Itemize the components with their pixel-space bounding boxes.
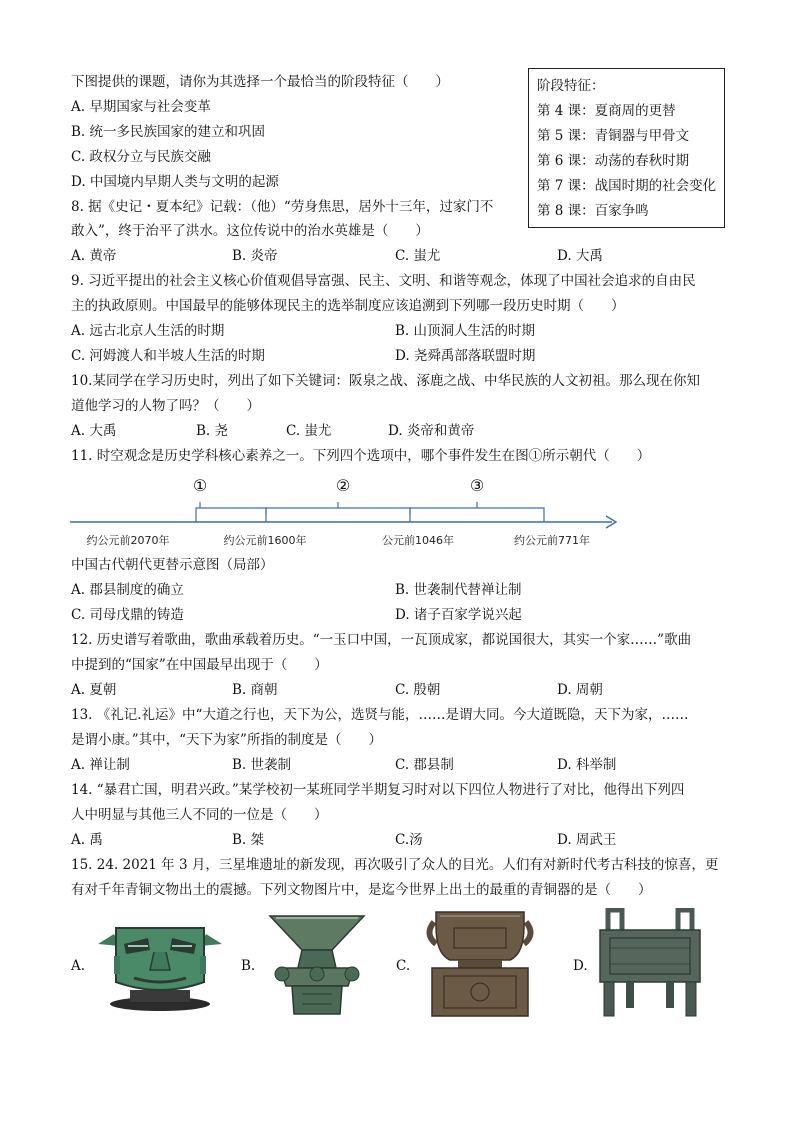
- bronze-gui-vessel-image: [420, 904, 540, 1020]
- q12-option-a: A. 夏朝: [71, 682, 117, 698]
- timeline-marker-3: ③: [469, 476, 485, 495]
- q11-stem: 11. 时空观念是历史学科核心素养之一。下列四个选项中，哪个事件发生在图①所示朝代（ ）: [71, 448, 651, 464]
- q13-stem-line1: 13. 《礼记.礼运》中“大道之行也，天下为公，选贤与能，……是谓大同。今大道既隐，天下为家，……: [71, 707, 689, 723]
- stage-box-item: 第 6 课：动荡的春秋时期: [537, 153, 690, 169]
- timeline-tick-label: 约公元前2070年: [86, 534, 170, 547]
- q15-option-b-label: B.: [241, 958, 256, 974]
- timeline-tick-label: 约公元前1600年: [223, 534, 307, 547]
- q11-option-a: A. 郡县制度的确立: [71, 582, 184, 598]
- q8-option-c: C. 蚩尤: [395, 248, 441, 264]
- q7-option-b: B. 统一多民族国家的建立和巩固: [71, 124, 266, 140]
- q7-option-a: A. 早期国家与社会变革: [71, 99, 211, 115]
- q13-stem-line2: 是谓小康。”其中，“天下为家”所指的制度是（ ）: [71, 732, 382, 748]
- q14-option-d: D. 周武王: [557, 832, 617, 848]
- q8-option-a: A. 黄帝: [71, 248, 117, 264]
- q9-option-c: C. 河姆渡人和半坡人生活的时期: [71, 348, 265, 364]
- stage-box-item: 第 5 课：青铜器与甲骨文: [537, 128, 690, 144]
- q12-stem-line2: 中提到的“国家”在中国最早出现于（ ）: [71, 657, 328, 673]
- q9-option-d: D. 尧舜禹部落联盟时期: [395, 348, 536, 364]
- q10-option-a: A. 大禹: [71, 423, 117, 439]
- q8-stem-line2: 敢入”，终于治平了洪水。这位传说中的治水英雄是（ ）: [71, 223, 429, 239]
- q9-option-a: A. 远古北京人生活的时期: [71, 323, 225, 339]
- q10-stem-line2: 道他学习的人物了吗？（ ）: [71, 398, 260, 414]
- stage-box-item: 第 7 课：战国时期的社会变化: [537, 178, 717, 194]
- q9-stem-line1: 9. 习近平提出的社会主义核心价值观倡导富强、民主、文明、和谐等观念，体现了中国社会追求的自由民: [71, 273, 696, 289]
- q7-option-d: D. 中国境内早期人类与文明的起源: [71, 174, 279, 190]
- q7-option-c: C. 政权分立与民族交融: [71, 149, 211, 165]
- bronze-square-ding-image: [590, 908, 710, 1020]
- q15-stem-line2: 有对千年青铜文物出土的震撼。下列文物图片中，是迄今世界上出土的最重的青铜器的是（ ）: [71, 882, 652, 898]
- q13-option-b: B. 世袭制: [232, 757, 292, 773]
- q9-option-b: B. 山顶洞人生活的时期: [395, 323, 536, 339]
- bronze-zun-vessel-image: [262, 910, 372, 1020]
- q15-stem-line1: 15. 24. 2021 年 3 月，三星堆遗址的新发现，再次吸引了众人的目光。人们有对新时代考古科技的惊喜，更: [71, 857, 719, 873]
- q8-option-b: B. 炎帝: [232, 248, 278, 264]
- timeline-marker-2: ②: [335, 476, 351, 495]
- q14-option-a: A. 禹: [71, 832, 103, 848]
- q13-option-a: A. 禅让制: [71, 757, 130, 773]
- q9-stem-line2: 主的执政原则。中国最早的能够体现民主的选举制度应该追溯到下列哪一段历史时期（ ）: [71, 298, 625, 314]
- q11-option-d: D. 诸子百家学说兴起: [395, 607, 522, 623]
- q14-stem-line1: 14. “暴君亡国，明君兴政。”某学校初一某班同学半期复习时对以下四位人物进行了对比，他得出下列四: [71, 782, 685, 798]
- q15-option-c-label: C.: [396, 958, 411, 974]
- q15-option-d-label: D.: [573, 958, 588, 974]
- bronze-mask-image: [90, 916, 230, 1016]
- q13-option-c: C. 郡县制: [395, 757, 454, 773]
- q12-option-c: C. 殷朝: [395, 682, 441, 698]
- q11-option-b: B. 世袭制代替禅让制: [395, 582, 522, 598]
- q7-stem: 下图提供的课题，请你为其选择一个最恰当的阶段特征（ ）: [71, 74, 449, 90]
- timeline-marker-1: ①: [192, 476, 208, 495]
- q10-stem-line1: 10.某同学在学习历史时，列出了如下关键词：阪泉之战、涿鹿之战、中华民族的人文初祖。那么现在你知: [71, 373, 700, 389]
- q12-option-d: D. 周朝: [557, 682, 603, 698]
- timeline-tick-label: 公元前1046年: [382, 534, 454, 547]
- q8-stem-line1: 8. 据《史记・夏本纪》记载：（他）“劳身焦思，居外十三年，过家门不: [71, 199, 494, 215]
- q14-option-c: C.汤: [395, 832, 423, 848]
- q14-stem-line2: 人中明显与其他三人不同的一位是（ ）: [71, 807, 328, 823]
- q11-figure-caption: 中国古代朝代更替示意图（局部）: [71, 557, 274, 573]
- q10-option-c: C. 蚩尤: [286, 423, 332, 439]
- q8-option-d: D. 大禹: [557, 248, 603, 264]
- q12-stem-line1: 12. 历史谱写着歌曲，歌曲承载着历史。“一玉口中国，一瓦顶成家，都说国很大，其实一个家……”歌曲: [71, 632, 692, 648]
- q14-option-b: B. 桀: [232, 832, 265, 848]
- timeline-tick-label: 约公元前771年: [514, 534, 590, 547]
- q13-option-d: D. 科举制: [557, 757, 617, 773]
- q11-option-c: C. 司母戊鼎的铸造: [71, 607, 184, 623]
- q10-option-d: D. 炎帝和黄帝: [388, 423, 475, 439]
- q15-option-a-label: A.: [71, 958, 86, 974]
- stage-box-item: 第 8 课：百家争鸣: [537, 203, 649, 219]
- dynasty-timeline: [60, 470, 630, 554]
- stage-features-box: [528, 68, 725, 228]
- stage-box-title: 阶段特征：: [537, 78, 605, 94]
- q12-option-b: B. 商朝: [232, 682, 278, 698]
- q10-option-b: B. 尧: [196, 423, 229, 439]
- stage-box-item: 第 4 课：夏商周的更替: [537, 103, 676, 119]
